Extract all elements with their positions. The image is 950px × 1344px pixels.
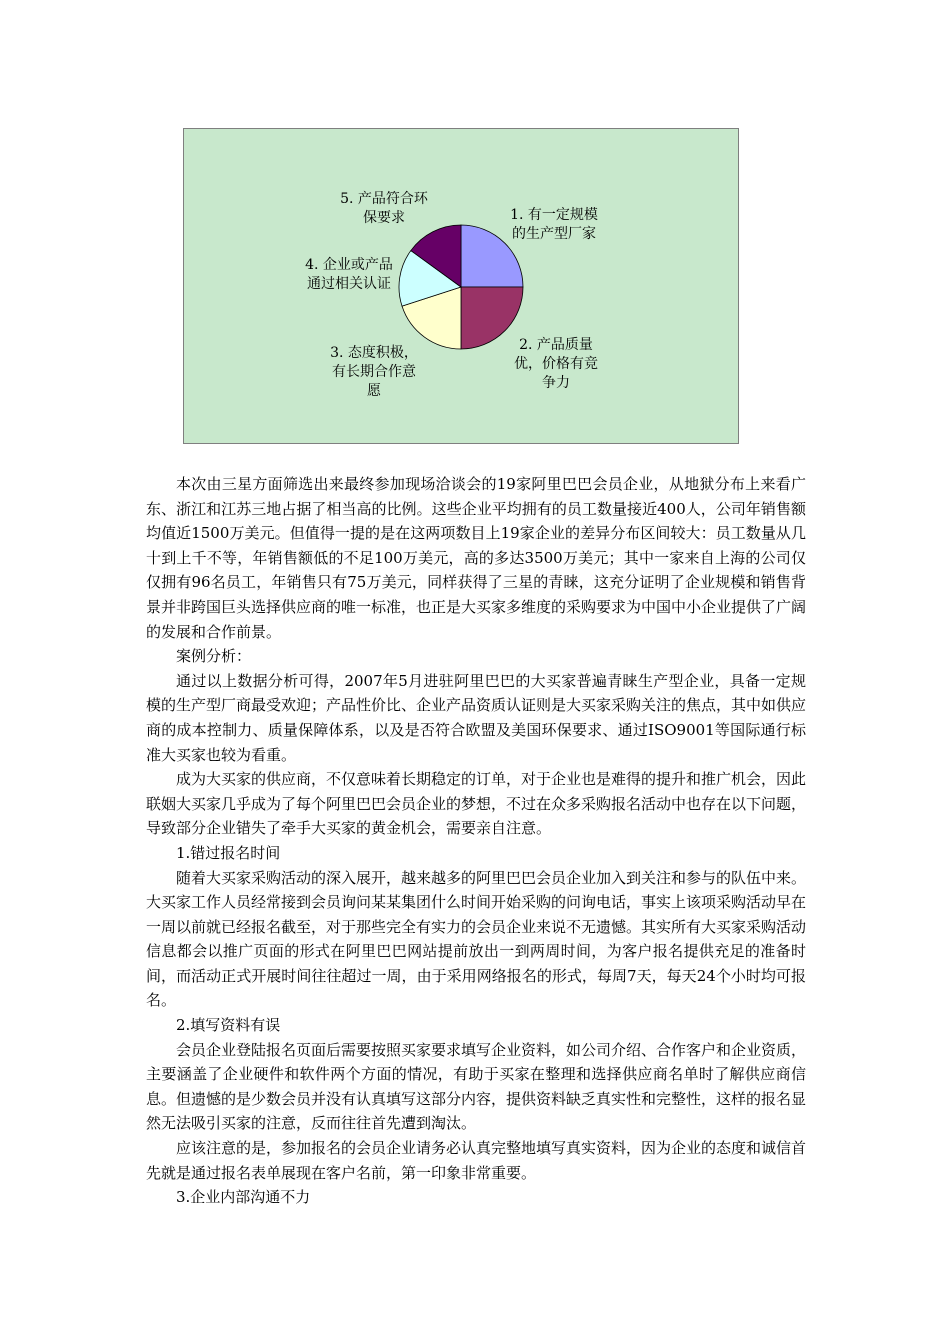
paragraph: 会员企业登陆报名页面后需要按照买家要求填写企业资料，如公司介绍、合作客户和企业资质，主要涵盖了企业硬件和软件两个方面的情况，有助于买家在整理和选择供应商名单时了解供应商信息。但遗憾的是少数会员并没有认真填写这部分内容，提供资料缺乏真实性和完整性，这样的报名显然无法吸引买家的注意，反而往往首先遭到淘汰。 xyxy=(146,1040,807,1133)
section-heading: 2.填写资料有误 xyxy=(176,1016,281,1035)
paragraph: 应该注意的是，参加报名的会员企业请务必认真完整地填写真实资料，因为企业的态度和诚信首先就是通过报名表单展现在客户名前，第一印象非常重要。 xyxy=(146,1139,807,1182)
pie-label-4: 4. 企业或产品通过相关认证 xyxy=(305,257,393,292)
paragraph: 本次由三星方面筛选出来最终参加现场洽谈会的19家阿里巴巴会员企业，从地狱分布上来看广东、浙江和江苏三地占据了相当高的比例。这些企业平均拥有的员工数量接近400人，公司年销售额均值近1500万美元。但值得一提的是在这两项数目上19家企业的差异分布区间较大：员工数量从几十到上千不等，年销售额低的不足100万美元，高的多达3500万美元；其中一家来自上海的公司仅仅拥有96名员工，年销售只有75万美元，同样获得了三星的青睐，这充分证明了企业规模和销售背景并非跨国巨头选择供应商的唯一标准，也正是大买家多维度的采购要求为中国中小企业提供了广阔的发展和合作前景。 xyxy=(146,475,807,641)
pie-label-2: 2. 产品质量优，价格有竞争力 xyxy=(514,337,598,391)
pie-slice-2 xyxy=(461,287,523,349)
pie-label-1: 1. 有一定规模的生产型厂家 xyxy=(510,207,598,242)
pie-chart xyxy=(183,128,739,444)
body-text xyxy=(146,472,806,1210)
paragraph: 成为大买家的供应商，不仅意味着长期稳定的订单，对于企业也是难得的提升和推广机会，因此联姻大买家几乎成为了每个阿里巴巴会员企业的梦想，不过在众多采购报名活动中也存在以下问题，导致部分企业错失了牵手大买家的黄金机会，需要亲自注意。 xyxy=(146,770,807,838)
paragraph: 案例分析： xyxy=(176,647,252,666)
paragraph: 通过以上数据分析可得，2007年5月进驻阿里巴巴的大买家普遍青睐生产型企业，具备一定规模的生产型厂商最受欢迎；产品性价比、企业产品资质认证则是大买家采购关注的焦点，其中如供应商的成本控制力、质量保障体系，以及是否符合欧盟及美国环保要求、通过ISO9001等国际通行标准大买家也较为看重。 xyxy=(146,671,807,764)
pie-label-3: 3. 态度积极，有长期合作意愿 xyxy=(330,345,418,399)
pie-chart-svg xyxy=(184,129,740,445)
section-heading: 3.企业内部沟通不力 xyxy=(176,1188,311,1207)
section-heading: 1.错过报名时间 xyxy=(176,843,281,862)
paragraph: 随着大买家采购活动的深入展开，越来越多的阿里巴巴会员企业加入到关注和参与的队伍中来。大买家工作人员经常接到会员询问某某集团什么时间开始采购的问询电话，事实上该项采购活动早在一周以前就已经报名截至，对于那些完全有实力的会员企业来说不无遗憾。其实所有大买家采购活动信息都会以推广页面的形式在阿里巴巴网站提前放出一到两周时间，为客户报名提供充足的准备时间，而活动正式开展时间往往超过一周，由于采用网络报名的形式，每周7天，每天24个小时均可报名。 xyxy=(146,868,807,1010)
pie-label-5: 5. 产品符合环保要求 xyxy=(340,191,428,226)
